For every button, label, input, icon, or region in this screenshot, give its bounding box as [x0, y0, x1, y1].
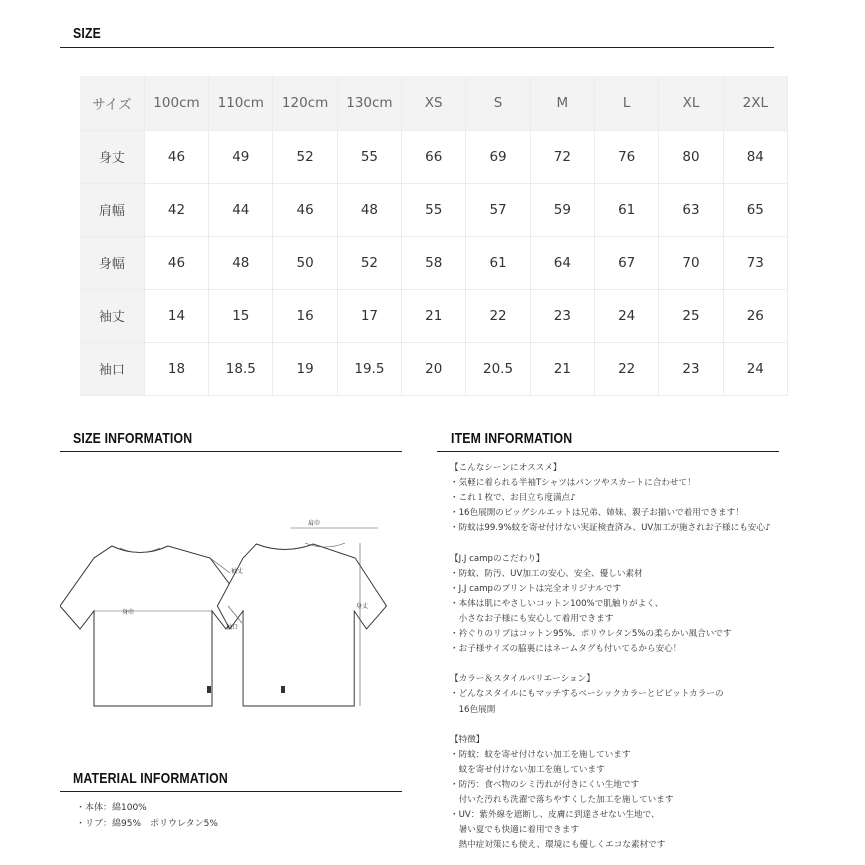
item-info-line: 16色展開: [450, 704, 496, 715]
table-cell: 15: [209, 289, 273, 342]
table-cell: 58: [402, 236, 466, 289]
size-table-row: [80, 183, 788, 236]
table-cell: 14: [144, 289, 208, 342]
item-info-line: 小さなお子様にも安心して着用できます: [450, 613, 614, 624]
item-info-line: ・本体は肌にやさしいコットン100%で肌触りがよく、: [450, 598, 664, 609]
size-table-row: [80, 236, 788, 289]
material-information-heading: MATERIAL INFORMATION: [73, 770, 228, 787]
item-info-line: ・防蚊、防汚、UV加工の安心、安全、優しい素材: [450, 568, 643, 579]
item-information-rule: [437, 451, 779, 452]
material-information-rule: [60, 791, 402, 792]
item-info-line: ・どんなスタイルにもマッチするベーシックカラーとビビットカラーの: [450, 689, 724, 700]
size-table-header-cell: 120cm: [273, 76, 337, 130]
table-cell: 19: [273, 342, 337, 395]
size-table-row: [80, 342, 788, 395]
front-tag: [207, 686, 211, 693]
table-cell: 19.5: [337, 342, 401, 395]
chest-width-label: 身巾: [122, 609, 135, 616]
table-cell: 66: [402, 130, 466, 183]
table-cell: 61: [466, 236, 530, 289]
table-cell: 76: [595, 130, 659, 183]
table-cell: 48: [209, 236, 273, 289]
size-table-header-cell: L: [595, 76, 659, 130]
item-info-line: 【こんなシーンにオススメ】: [450, 463, 562, 473]
size-table-header-row: [80, 76, 788, 130]
table-cell: 72: [530, 130, 594, 183]
size-information-heading: SIZE INFORMATION: [73, 430, 193, 447]
table-cell: 20.5: [466, 342, 530, 395]
table-cell: 22: [466, 289, 530, 342]
table-cell: 63: [659, 183, 723, 236]
table-cell: 21: [402, 289, 466, 342]
table-cell: 46: [144, 236, 208, 289]
material-item: ・リブ：綿95% ポリウレタン5%: [76, 818, 218, 829]
size-table-header-cell: 110cm: [209, 76, 273, 130]
size-table-row: [80, 289, 788, 342]
body-length-label: 身丈: [356, 603, 369, 610]
row-label: 身丈: [80, 130, 144, 183]
item-info-line: ・防蚊：蚊を寄せ付けない加工を施しています: [450, 749, 631, 760]
item-info-line: ・J.J campのプリントは完全オリジナルです: [450, 583, 622, 594]
item-info-line: ・防汚：食べ物のシミ汚れが付きにくい生地です: [450, 779, 640, 790]
table-cell: 21: [530, 342, 594, 395]
material-item: ・本体：綿100%: [76, 803, 147, 813]
item-info-line: ・UV：紫外線を遮断し、皮膚に到達させない生地で、: [450, 810, 660, 821]
table-cell: 70: [659, 236, 723, 289]
size-table-header-cell: サイズ: [80, 76, 144, 130]
size-table-row: [80, 130, 788, 183]
size-information-rule: [60, 451, 402, 452]
cuff-label: 袖口: [226, 624, 239, 631]
item-info-line: ・気軽に着られる半袖Tシャツはパンツやスカートに合わせて！: [450, 478, 696, 489]
row-label: 身幅: [80, 236, 144, 289]
item-info-line: ・お子様サイズの脇裏にはネームタグも付いてるから安心！: [450, 644, 682, 655]
table-cell: 52: [337, 236, 401, 289]
item-info-line: 【特徴】: [450, 734, 485, 745]
table-cell: 24: [595, 289, 659, 342]
table-cell: 48: [337, 183, 401, 236]
size-table-header-cell: M: [530, 76, 594, 130]
table-cell: 20: [402, 342, 466, 395]
size-table-header-cell: XS: [402, 76, 466, 130]
table-cell: 65: [723, 183, 787, 236]
table-cell: 55: [402, 183, 466, 236]
item-info-line: [450, 718, 850, 733]
item-info-line: 蚊を寄せ付けない加工を施しています: [450, 764, 605, 775]
size-heading: SIZE: [73, 25, 101, 42]
table-cell: 50: [273, 236, 337, 289]
table-cell: 59: [530, 183, 594, 236]
table-cell: 80: [659, 130, 723, 183]
item-info-line: 付いた汚れも洗濯で落ちやすくした加工を施しています: [450, 795, 674, 806]
size-heading-rule: [60, 47, 774, 48]
table-cell: 25: [659, 289, 723, 342]
table-cell: 55: [337, 130, 401, 183]
item-info-line: [450, 536, 850, 551]
item-info-line: ・16色展開のビッグシルエットは兄弟、姉妹、親子お揃いで着用できます！: [450, 508, 744, 519]
table-cell: 69: [466, 130, 530, 183]
size-table-header-cell: 100cm: [144, 76, 208, 130]
item-info-line: ・これ１枚で、お目立ち度満点♪: [450, 493, 576, 504]
table-cell: 64: [530, 236, 594, 289]
item-information-list: [450, 461, 850, 853]
table-cell: 23: [530, 289, 594, 342]
table-cell: 52: [273, 130, 337, 183]
table-cell: 49: [209, 130, 273, 183]
sleeve-length-label: 袖丈: [231, 568, 244, 575]
table-cell: 18: [144, 342, 208, 395]
size-table-header-cell: XL: [659, 76, 723, 130]
item-info-line: ・衿ぐりのリブはコットン95%、ポリウレタン5%の柔らかい風合いです: [450, 629, 732, 640]
table-cell: 67: [595, 236, 659, 289]
size-table-header-cell: 130cm: [337, 76, 401, 130]
table-cell: 46: [273, 183, 337, 236]
table-cell: 16: [273, 289, 337, 342]
table-cell: 17: [337, 289, 401, 342]
material-list: [76, 801, 218, 832]
row-label: 袖丈: [80, 289, 144, 342]
item-info-line: 【カラー＆スタイルバリエーション】: [450, 674, 595, 685]
table-cell: 61: [595, 183, 659, 236]
table-cell: 24: [723, 342, 787, 395]
table-cell: 46: [144, 130, 208, 183]
item-info-line: 熱中症対策にも使え、環境にも優しくエコな素材です: [450, 840, 666, 851]
back-tag: [281, 686, 285, 693]
table-cell: 22: [595, 342, 659, 395]
item-info-line: 暑い夏でも快適に着用できます: [450, 825, 579, 836]
item-info-line: ・防蚊は99.9%蚊を寄せ付けない実証検査済み、UV加工が施されお子様にも安心♪: [450, 523, 771, 534]
table-cell: 84: [723, 130, 787, 183]
item-information-heading: ITEM INFORMATION: [451, 430, 573, 447]
row-label: 肩幅: [80, 183, 144, 236]
item-info-line: 【J.J campのこだわり】: [450, 553, 545, 564]
table-cell: 73: [723, 236, 787, 289]
table-cell: 44: [209, 183, 273, 236]
item-info-line: [450, 657, 850, 672]
table-cell: 23: [659, 342, 723, 395]
tshirt-front-outline: [60, 546, 246, 706]
table-cell: 57: [466, 183, 530, 236]
table-cell: 18.5: [209, 342, 273, 395]
row-label: 袖口: [80, 342, 144, 395]
size-table-header-cell: 2XL: [723, 76, 787, 130]
table-cell: 26: [723, 289, 787, 342]
tshirt-diagram: [60, 513, 400, 718]
shoulder-width-label: 肩巾: [308, 520, 321, 527]
size-table: [80, 76, 788, 396]
table-cell: 42: [144, 183, 208, 236]
size-table-header-cell: S: [466, 76, 530, 130]
